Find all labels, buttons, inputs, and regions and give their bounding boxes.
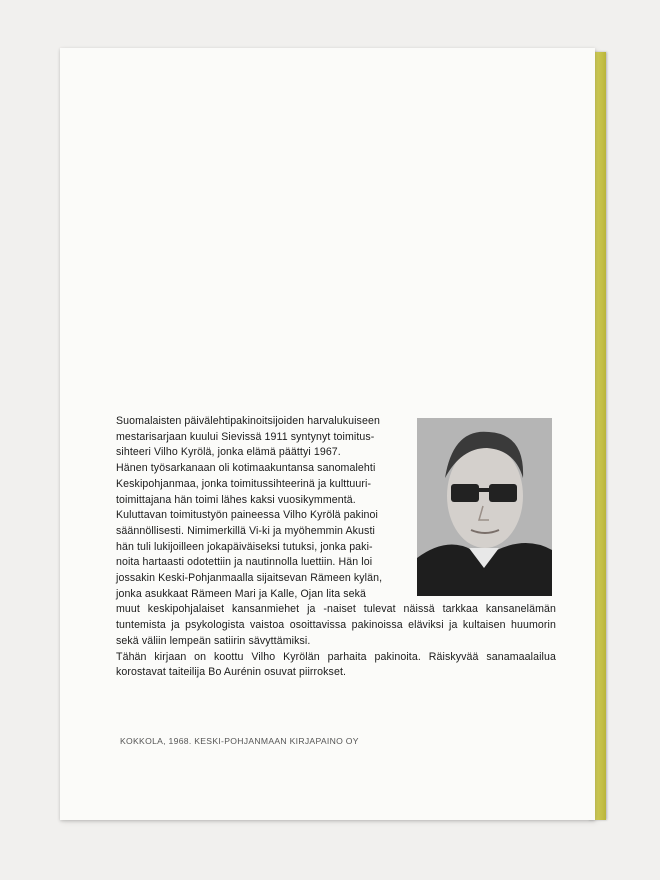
blurb-line: jossakin Keski-Pohjanmaalla sijaitsevan Rämeen kylän,: [116, 572, 383, 585]
back-cover-blurb: [116, 414, 556, 681]
blurb-line: sihteeri Vilho Kyrölä, jonka elämä päättyi 1967.: [116, 446, 341, 459]
blurb-paragraph-2: [116, 508, 404, 602]
blurb-line: jonka asukkaat Rämeen Mari ja Kalle, Ojan lita sekä: [116, 587, 367, 600]
blurb-line: Kuluttavan toimitustyön paineessa Vilho Kyrölä pakinoi: [116, 509, 378, 522]
blurb-line: noita hartaasti odotettiin ja nautinnolla luettiin. Hän loi: [116, 556, 373, 569]
blurb-line: toimittajana hän toimi lähes kaksi vuosikymmentä.: [116, 493, 356, 506]
blurb-paragraph-1: [116, 414, 404, 508]
blurb-line: Hänen työsarkanaan oli kotimaakuntansa sanomalehti: [116, 462, 376, 475]
book-back-cover: [60, 48, 595, 820]
blurb-paragraph-2-continued: muut keskipohjalaiset kansanmiehet ja -naiset tulevat näissä tarkkaa kansanelämän tuntemista ja psykologista vaistoa osoittavissa pakinoissa eläviksi ja kultaisen huumorin sekä väliin lempeän satiirin sävyttämiksi.: [116, 603, 556, 647]
blurb-line: Keskipohjanmaa, jonka toimitussihteerinä ja kulttuuri-: [116, 477, 372, 490]
publisher-imprint: KOKKOLA, 1968. KESKI-POHJANMAAN KIRJAPAINO OY: [120, 736, 359, 746]
blurb-paragraph-3: Tähän kirjaan on koottu Vilho Kyrölän parhaita pakinoita. Räiskyvää sanamaalailua korostavat taiteilija Bo Aurénin osuvat piirrokset.: [116, 650, 556, 679]
blurb-line: hän tuli lukijoilleen jokapäiväiseksi tutuksi, jonka paki-: [116, 540, 373, 553]
blurb-line: mestarisarjaan kuului Sievissä 1911 syntynyt toimitus-: [116, 430, 375, 443]
blurb-line: Suomalaisten päivälehtipakinoitsijoiden harvalukuiseen: [116, 415, 380, 427]
blurb-line: säännöllisesti. Nimimerkillä Vi-ki ja myöhemmin Akusti: [116, 524, 375, 537]
